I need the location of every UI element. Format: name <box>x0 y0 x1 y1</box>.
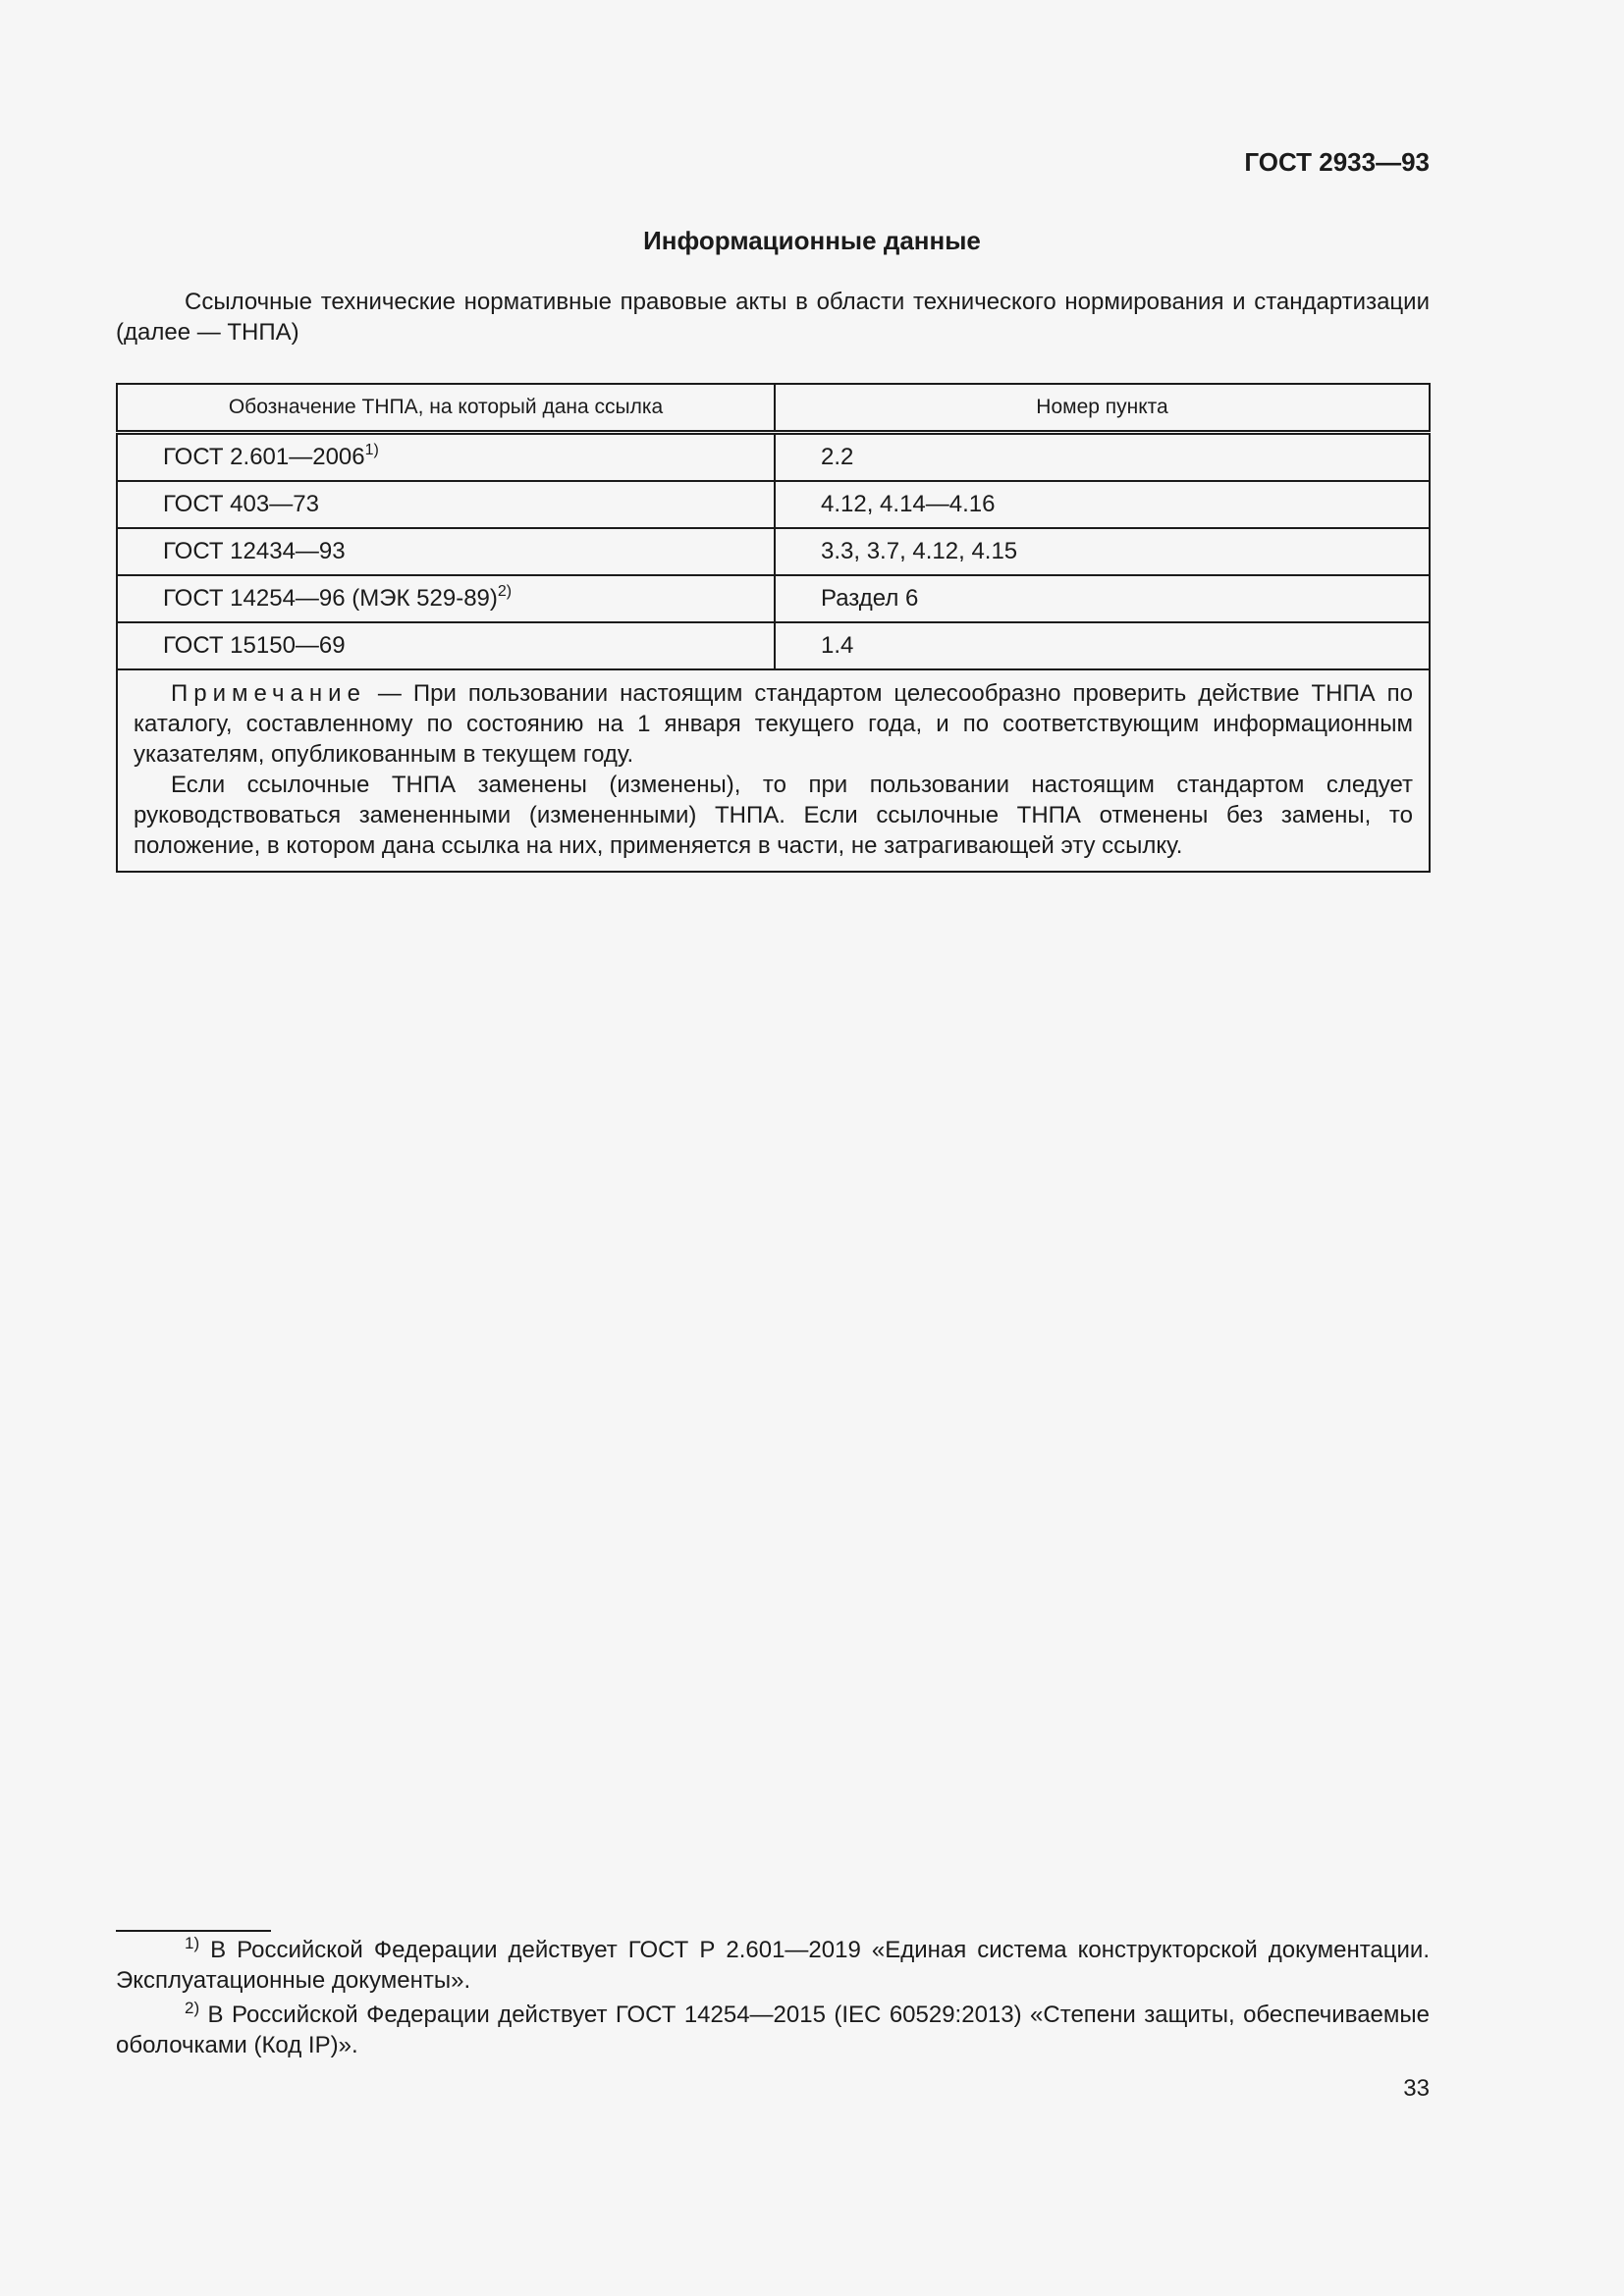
table-note-row <box>117 669 1430 872</box>
table-header-row <box>117 384 1430 433</box>
designation-text: ГОСТ 15150—69 <box>163 632 346 659</box>
document-code: ГОСТ 2933—93 <box>1244 147 1430 177</box>
footnote-text: В Российской Федерации действует ГОСТ Р 2.601—2019 «Единая система конструкторской документации. Эксплуатационные документы». <box>116 1937 1430 1994</box>
column-header-item: Номер пункта <box>775 384 1430 433</box>
footnote <box>116 2000 1430 2060</box>
references-table <box>116 383 1431 873</box>
designation-text: ГОСТ 14254—96 (МЭК 529-89) <box>163 585 498 612</box>
table-cell-item: 2.2 <box>775 433 1430 482</box>
footnote-ref: 2) <box>497 583 513 600</box>
footnote-ref: 1) <box>364 442 379 458</box>
footnote-divider <box>116 1930 271 1932</box>
note-paragraph <box>134 678 1413 770</box>
page-number: 33 <box>1403 2075 1430 2102</box>
note-text: — При пользовании настоящим стандартом целесообразно проверить действие ТНПА по каталогу, составленному по состоянию на 1 января текущего года, и по соответствующим информационным указателям, опубликованным в текущем году. <box>134 680 1413 768</box>
footnote-mark: 1) <box>185 1934 200 1952</box>
table-row <box>117 528 1430 575</box>
intro-paragraph: Ссылочные технические нормативные правовые акты в области технического нормирования и стандартизации (далее — ТНПА) <box>116 289 1430 346</box>
designation-text: ГОСТ 2.601—2006 <box>163 444 365 470</box>
table-cell-item: 3.3, 3.7, 4.12, 4.15 <box>775 528 1430 575</box>
table-cell-item: 1.4 <box>775 622 1430 669</box>
footnote-mark: 2) <box>185 1999 200 2017</box>
table-cell-item: Раздел 6 <box>775 575 1430 622</box>
table-row <box>117 433 1430 482</box>
table-cell-designation <box>117 622 775 669</box>
table-cell-designation <box>117 528 775 575</box>
table-row <box>117 575 1430 622</box>
table-note <box>117 669 1430 872</box>
designation-text: ГОСТ 403—73 <box>163 491 319 517</box>
footnote-text: В Российской Федерации действует ГОСТ 14254—2015 (IEC 60529:2013) «Степени защиты, обеспечиваемые оболочками (Код IP)». <box>116 2002 1430 2058</box>
note-paragraph: Если ссылочные ТНПА заменены (изменены), то при пользовании настоящим стандартом следует руководствоваться замененными (измененными) ТНПА. Если ссылочные ТНПА отменены без замены, то положение, в котором дана ссылка на них, применяется в части, не затрагивающей эту ссылку. <box>134 772 1413 859</box>
designation-text: ГОСТ 12434—93 <box>163 538 346 564</box>
table-cell-designation <box>117 433 775 482</box>
table-cell-item: 4.12, 4.14—4.16 <box>775 481 1430 528</box>
note-label: Примечание <box>171 680 366 707</box>
page-title: Информационные данные <box>643 226 981 255</box>
table-cell-designation <box>117 575 775 622</box>
column-header-designation: Обозначение ТНПА, на который дана ссылка <box>117 384 775 433</box>
table-row <box>117 481 1430 528</box>
table-cell-designation <box>117 481 775 528</box>
footnote <box>116 1935 1430 1996</box>
table-row <box>117 622 1430 669</box>
